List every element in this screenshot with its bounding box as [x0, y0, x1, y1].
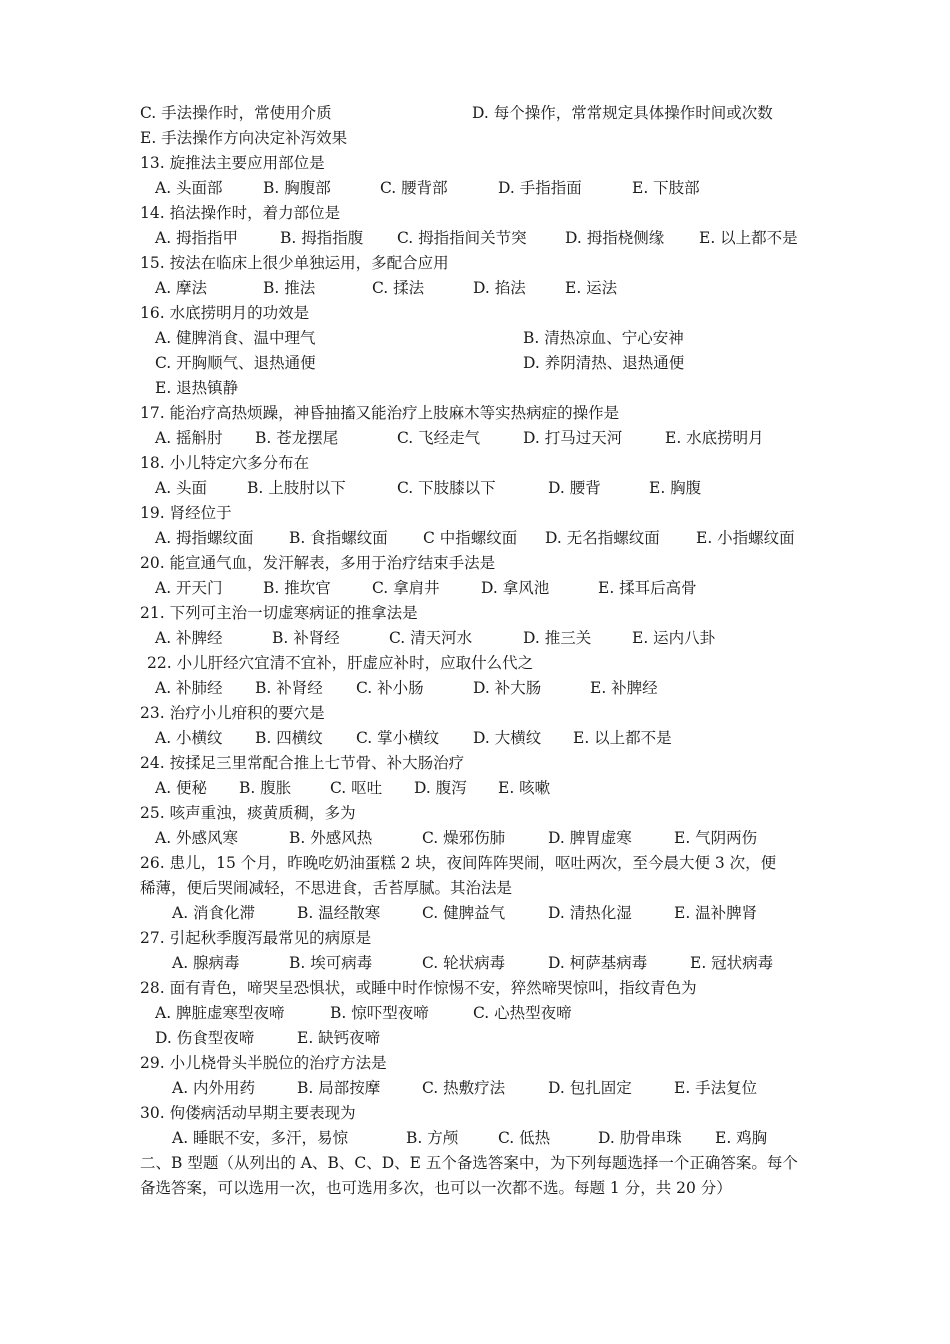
option-a: A. 拇指螺纹面 — [155, 529, 254, 547]
question-options-row — [0, 1076, 950, 1100]
option-b: B. 拇指指腹 — [280, 229, 364, 247]
option-a: A. 摇斛肘 — [155, 429, 223, 447]
option-d: D. 推三关 — [523, 629, 592, 647]
question-options-row — [0, 951, 950, 975]
question-options-row — [0, 576, 950, 600]
option-d: D. 柯萨基病毒 — [548, 954, 648, 972]
question-options-row — [0, 326, 950, 350]
option-c: C. 补小肠 — [356, 679, 424, 697]
question-stem: 14. 掐法操作时，着力部位是 — [140, 204, 341, 222]
question-12-options-row — [0, 126, 950, 150]
question-options-row — [0, 1026, 950, 1050]
option-d: D. 补大肠 — [473, 679, 542, 697]
option-c: C. 燥邪伤肺 — [422, 829, 506, 847]
option-b: B. 四横纹 — [255, 729, 323, 747]
question-stem: 24. 按揉足三里常配合推上七节骨、补大肠治疗 — [140, 754, 465, 772]
option-c: C. 心热型夜啼 — [473, 1004, 572, 1022]
question-options-row — [0, 226, 950, 250]
section-b-heading-continued: 备选答案，可以选用一次，也可选用多次，也可以一次都不选。每题 1 分，共 20 分） — [140, 1179, 732, 1197]
option-c: C. 飞经走气 — [397, 429, 481, 447]
question-stem: 23. 治疗小儿疳积的要穴是 — [140, 704, 325, 722]
option-d: D. 包扎固定 — [548, 1079, 632, 1097]
section-b-heading: 二、B 型题（从列出的 A、B、C、D、E 五个备选答案中，为下列每题选择一个正确答案。每个 — [140, 1154, 798, 1172]
option-b: B. 埃可病毒 — [289, 954, 373, 972]
option-e: E. 以上都不是 — [573, 729, 672, 747]
option-b: B. 清热凉血、宁心安神 — [523, 329, 684, 347]
option-a: A. 补脾经 — [155, 629, 223, 647]
option-a: A. 健脾消食、温中理气 — [155, 329, 316, 347]
option-b: B. 食指螺纹面 — [289, 529, 388, 547]
option-e: E. 气阴两伤 — [674, 829, 758, 847]
option-c: C. 清天河水 — [389, 629, 473, 647]
option-a: A. 摩法 — [155, 279, 208, 297]
option-e: E. 冠状病毒 — [690, 954, 774, 972]
question-options-row — [0, 476, 950, 500]
option-d: D. 腹泻 — [414, 779, 467, 797]
option-a: A. 外感风寒 — [155, 829, 239, 847]
option-d: D. 肋骨串珠 — [598, 1129, 682, 1147]
option-c: C. 掌小横纹 — [356, 729, 440, 747]
option-c: C. 下肢膝以下 — [397, 479, 496, 497]
option-c: C. 健脾益气 — [422, 904, 506, 922]
option-c: C. 轮状病毒 — [422, 954, 506, 972]
question-options-row — [0, 676, 950, 700]
option-b: B. 推法 — [263, 279, 316, 297]
option-d: D. 手指指面 — [498, 179, 582, 197]
question-stem: 17. 能治疗高热烦躁，神昏抽搐又能治疗上肢麻木等实热病症的操作是 — [140, 404, 620, 422]
option-a: A. 腺病毒 — [172, 954, 240, 972]
option-d: D. 无名指螺纹面 — [545, 529, 660, 547]
option-e: E. 鸡胸 — [715, 1129, 768, 1147]
question-options-row — [0, 176, 950, 200]
question-stem: 21. 下列可主治一切虚寒病证的推拿法是 — [140, 604, 418, 622]
option-e: E. 手法操作方向决定补泻效果 — [140, 129, 348, 147]
option-a: A. 消食化滞 — [172, 904, 256, 922]
option-b: B. 温经散寒 — [297, 904, 381, 922]
option-b: B. 推坎官 — [263, 579, 331, 597]
question-options-row — [0, 376, 950, 400]
option-b: B. 补肾经 — [255, 679, 323, 697]
option-d: D. 拇指桡侧缘 — [565, 229, 665, 247]
option-e: E. 下肢部 — [632, 179, 700, 197]
option-a: A. 内外用药 — [172, 1079, 256, 1097]
question-stem: 19. 肾经位于 — [140, 504, 232, 522]
option-c: C 中指螺纹面 — [423, 529, 518, 547]
option-e: E. 运内八卦 — [632, 629, 716, 647]
option-e: E. 运法 — [565, 279, 618, 297]
option-c: C. 开胸顺气、退热通便 — [155, 354, 316, 372]
question-options-row — [0, 276, 950, 300]
option-b: B. 补肾经 — [272, 629, 340, 647]
question-stem-continued: 稀薄，便后哭闹减轻，不思进食，舌苔厚腻。其治法是 — [140, 879, 513, 897]
option-c: C. 拇指指间关节突 — [397, 229, 527, 247]
option-a: A. 睡眠不安，多汗，易惊 — [172, 1129, 349, 1147]
option-a: A. 拇指指甲 — [155, 229, 239, 247]
option-c: C. 热敷疗法 — [422, 1079, 506, 1097]
question-options-row — [0, 426, 950, 450]
question-stem: 22. 小儿肝经穴宜清不宜补，肝虚应补时，应取什么代之 — [147, 654, 534, 672]
option-b: B. 外感风热 — [289, 829, 373, 847]
option-b: B. 上肢肘以下 — [247, 479, 346, 497]
option-c: C. 低热 — [498, 1129, 551, 1147]
option-b: B. 腹胀 — [239, 779, 292, 797]
option-d: D. 拿风池 — [481, 579, 550, 597]
option-e: E. 以上都不是 — [699, 229, 798, 247]
question-stem: 20. 能宣通气血，发汗解表，多用于治疗结束手法是 — [140, 554, 496, 572]
option-b: B. 方颅 — [406, 1129, 459, 1147]
option-d: D. 脾胃虚寒 — [548, 829, 632, 847]
question-options-row — [0, 526, 950, 550]
option-d: D. 打马过天河 — [523, 429, 623, 447]
option-b: B. 胸腹部 — [263, 179, 331, 197]
option-e: E. 小指螺纹面 — [696, 529, 795, 547]
option-c: C. 呕吐 — [330, 779, 383, 797]
option-a: A. 头面 — [155, 479, 208, 497]
question-stem: 29. 小儿桡骨头半脱位的治疗方法是 — [140, 1054, 387, 1072]
option-d: D. 养阴清热、退热通便 — [523, 354, 685, 372]
option-a: A. 补肺经 — [155, 679, 223, 697]
option-d: D. 伤食型夜啼 — [155, 1029, 255, 1047]
option-a: A. 脾脏虚寒型夜啼 — [155, 1004, 285, 1022]
question-options-row — [0, 726, 950, 750]
question-options-row — [0, 826, 950, 850]
question-stem: 27. 引起秋季腹泻最常见的病原是 — [140, 929, 372, 947]
option-e: E. 补脾经 — [590, 679, 658, 697]
option-e: E. 咳嗽 — [498, 779, 551, 797]
option-e: E. 水底捞明月 — [665, 429, 764, 447]
question-stem: 13. 旋推法主要应用部位是 — [140, 154, 325, 172]
question-stem: 30. 佝偻病活动早期主要表现为 — [140, 1104, 356, 1122]
option-b: B. 苍龙摆尾 — [255, 429, 339, 447]
question-options-row — [0, 351, 950, 375]
question-stem: 25. 咳声重浊，痰黄质稠，多为 — [140, 804, 356, 822]
question-options-row — [0, 1126, 950, 1150]
option-c: C. 手法操作时，常使用介质 — [140, 104, 332, 122]
option-b: B. 惊吓型夜啼 — [330, 1004, 429, 1022]
option-c: C. 揉法 — [372, 279, 425, 297]
option-d: D. 清热化湿 — [548, 904, 632, 922]
question-stem: 18. 小儿特定穴多分布在 — [140, 454, 310, 472]
option-d: D. 掐法 — [473, 279, 526, 297]
option-e: E. 手法复位 — [674, 1079, 758, 1097]
question-stem: 26. 患儿，15 个月，昨晚吃奶油蛋糕 2 块，夜间阵阵哭闹，呕吐两次，至今晨大便 3 次，便 — [140, 854, 777, 872]
option-d: D. 每个操作，常常规定具体操作时间或次数 — [472, 104, 773, 122]
option-c: C. 拿肩井 — [372, 579, 440, 597]
option-a: A. 头面部 — [155, 179, 223, 197]
question-stem: 28. 面有青色，啼哭呈恐惧状，或睡中时作惊惕不安，猝然啼哭惊叫，指纹青色为 — [140, 979, 697, 997]
question-stem: 15. 按法在临床上很少单独运用，多配合应用 — [140, 254, 449, 272]
option-e: E. 温补脾肾 — [674, 904, 758, 922]
question-stem: 16. 水底捞明月的功效是 — [140, 304, 310, 322]
question-options-row — [0, 626, 950, 650]
option-e: E. 胸腹 — [649, 479, 702, 497]
option-d: D. 腰背 — [548, 479, 601, 497]
option-c: C. 腰背部 — [380, 179, 448, 197]
question-options-row — [0, 1001, 950, 1025]
question-options-row — [0, 901, 950, 925]
question-12-options-row — [0, 101, 950, 125]
option-e: E. 退热镇静 — [155, 379, 239, 397]
option-e: E. 揉耳后高骨 — [598, 579, 697, 597]
option-a: A. 小横纹 — [155, 729, 223, 747]
question-options-row — [0, 776, 950, 800]
option-b: B. 局部按摩 — [297, 1079, 381, 1097]
option-a: A. 开天门 — [155, 579, 223, 597]
option-d: D. 大横纹 — [473, 729, 542, 747]
option-e: E. 缺钙夜啼 — [297, 1029, 381, 1047]
option-a: A. 便秘 — [155, 779, 208, 797]
